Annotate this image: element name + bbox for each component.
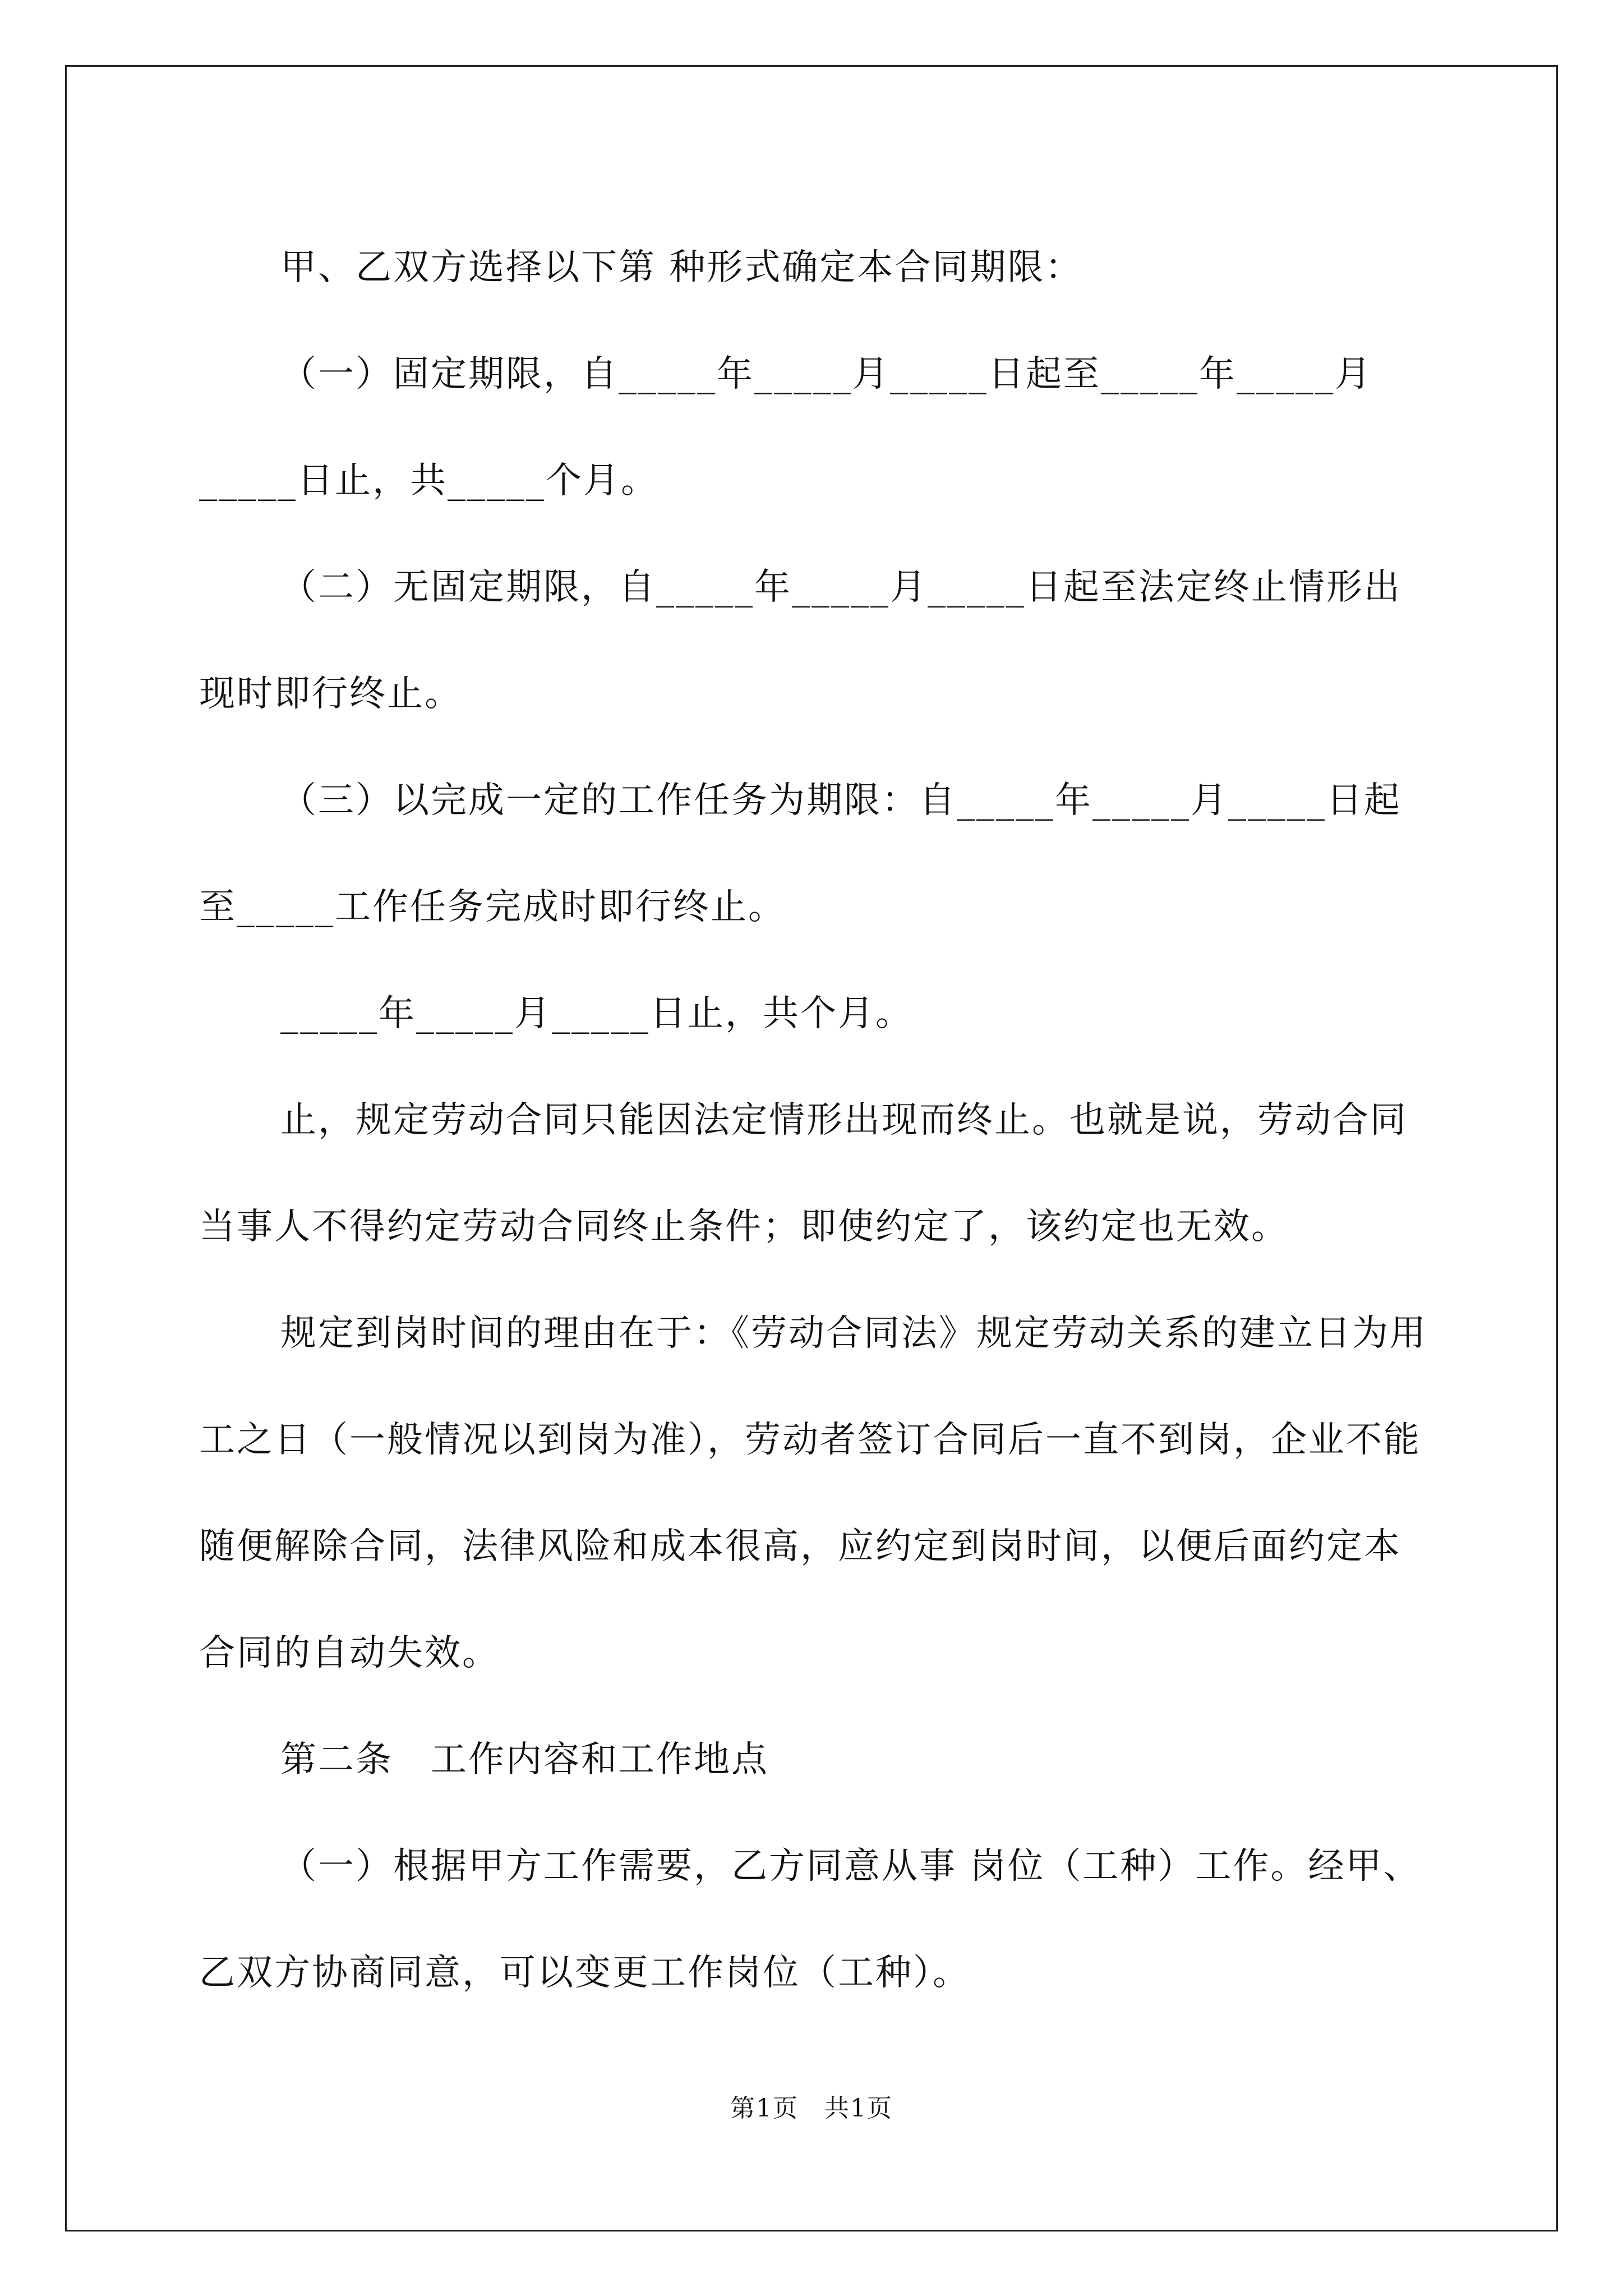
article-two-heading: 第二条 工作内容和工作地点 [280, 1739, 769, 1780]
paragraph-fixed-term: （一）固定期限，自_____年_____月_____日起至_____年_____月_____日止，共_____个月。 [199, 353, 1372, 501]
paragraph-task-term: （三）以完成一定的工作任务为期限：自_____年_____月_____日起至_____工作任务完成时即行终止。 [199, 780, 1401, 928]
paragraph-open-term: （二）无固定期限，自_____年_____月_____日起至法定终止情形出现时即行终止。 [199, 567, 1401, 715]
page-footer: 第1页 共1页 [730, 2094, 893, 2123]
paragraph-job-position: （一）根据甲方工作需要，乙方同意从事 岗位（工种）工作。经甲、乙双方协商同意，可以变更工作岗位（工种）。 [199, 1846, 1421, 1994]
paragraph-termination-note: 止，规定劳动合同只能因法定情形出现而终止。也就是说，劳动合同当事人不得约定劳动合同终止条件；即使约定了，该约定也无效。 [199, 1099, 1408, 1248]
document-body [199, 214, 1433, 2026]
paragraph-end-date: _____年_____月_____日止，共个月。 [280, 993, 913, 1034]
paragraph-term-choice: 甲、乙双方选择以下第 种形式确定本合同期限： [280, 247, 1083, 288]
paragraph-onboarding-note: 规定到岗时间的理由在于：《劳动合同法》规定劳动关系的建立日为用工之日（一般情况以到岗为准），劳动者签订合同后一直不到岗，企业不能随便解除合同，法律风险和成本很高，应约定到岗时间，以便后面约定本合同的自动失效。 [199, 1313, 1427, 1674]
